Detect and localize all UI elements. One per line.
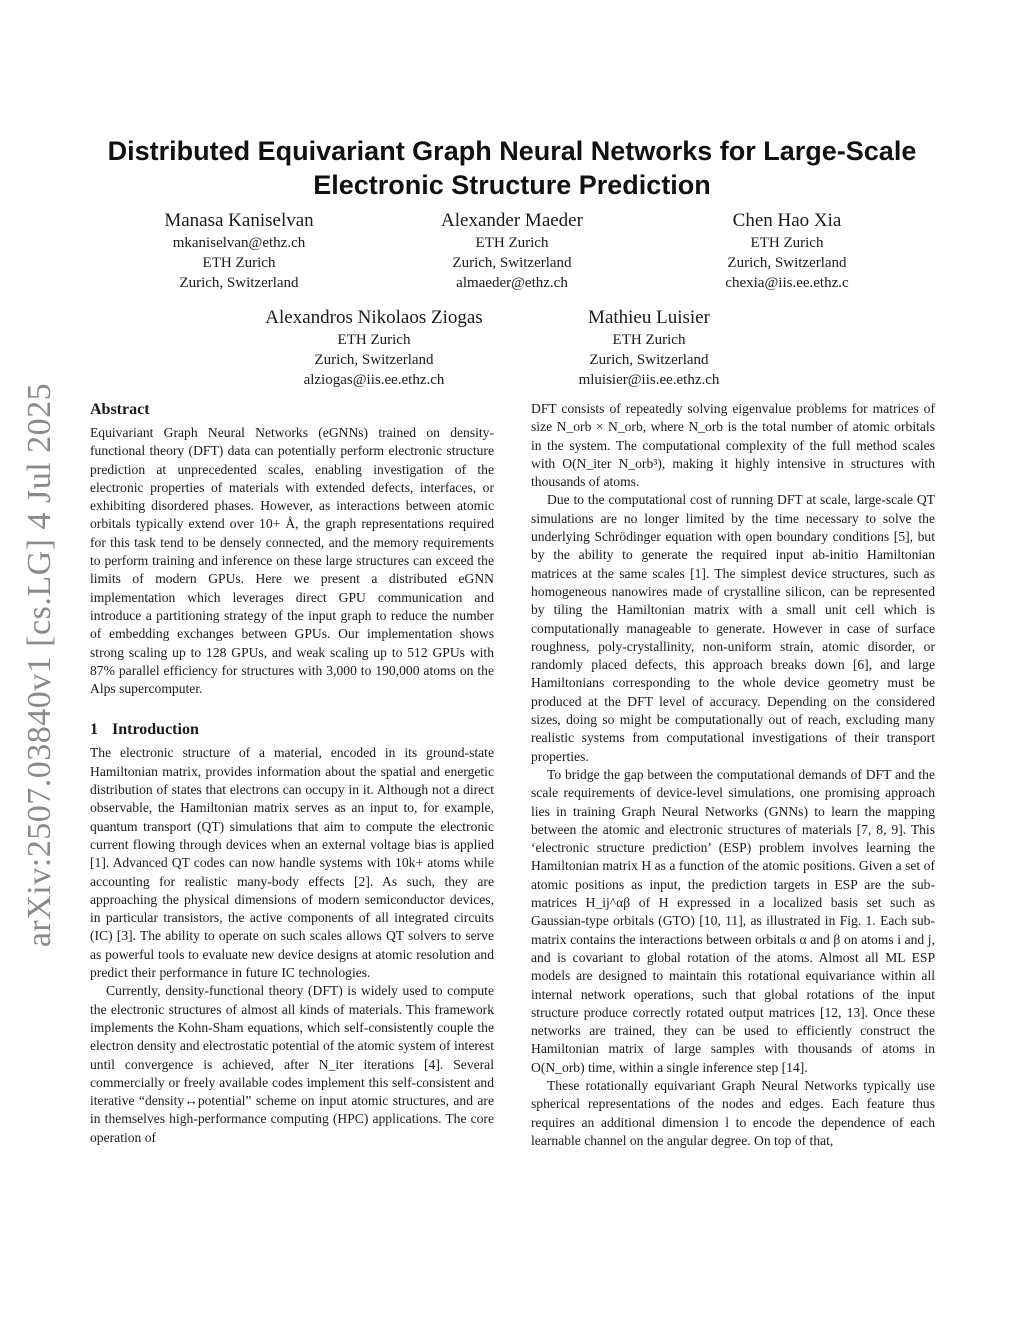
- author-name: Chen Hao Xia: [732, 210, 842, 231]
- author-location: Zurich, Switzerland: [314, 352, 434, 368]
- author-name: Manasa Kaniselvan: [164, 210, 314, 231]
- abstract-text: Equivariant Graph Neural Networks (eGNNs) trained on density-functional theory (DFT) data can potentially perform electronic structure prediction at unprecedented scales, enabling investigation of the electronic properties of materials with extended defects, interfaces, or exhibiting disordered phases. However, as interactions between atomic orbitals typically extend over 10+ Å, the graph representations required for this task tend to be densely connected, and the memory requirements to perform training and inference on these large structures can exceed the limits of modern GPUs. Here we present a distributed eGNN implementation which leverages direct GPU communication and introduce a partitioning strategy of the input graph to reduce the number of embedding exchanges between GPUs. Our implementation shows strong scaling up to 128 GPUs, and weak scaling up to 512 GPUs with 87% parallel efficiency for structures with 3,000 to 190,000 atoms on the Alps supercomputer.: [90, 425, 494, 697]
- arxiv-side-stamp: [14, 382, 66, 948]
- author-location: Zurich, Switzerland: [452, 255, 572, 271]
- author-location: Zurich, Switzerland: [589, 352, 709, 368]
- right-paragraph-3: To bridge the gap between the computational demands of DFT and the scale requirements of device-level simulations, one promising approach lies in training Graph Neural Networks (GNNs) to learn the mapping between the atomic and electronic structures of materials [7, 8, 9]. This ‘electronic structure prediction’ (ESP) problem involves learning the Hamiltonian matrix H as a function of the atomic positions. Given a set of atomic positions as input, the prediction targets in ESP are the sub-matrices H_ij^αβ of H expressed in a localized basis set such as Gaussian-type orbitals (GTO) [10, 11], as illustrated in Fig. 1. Each sub-matrix contains the interactions between orbitals α and β on atoms i and j, and is covariant to global rotation of the atoms. Almost all ML ESP models are designed to maintain this rotational equivariance within all internal network operations, such that global rotations of the input structure produce correctly rotated output matrices [12, 13]. Once these networks are trained, they can be used to efficiently construct the Hamiltonian matrix of large samples with thousands of atoms in O(N_orb) time, within a single inference step [14].: [531, 766, 935, 1075]
- intro-paragraph-2: Currently, density-functional theory (DFT) is widely used to compute the electronic structures of almost all kinds of materials. This framework implements the Kohn-Sham equations, which self-consistently couple the electron density and electrostatic potential of the atomic system of interest until convergence is achieved, after N_iter iterations [4]. Several commercially or freely available codes implement this self-consistent and iterative “density↔potential” scheme on input atomic structures, and are in themselves high-performance computing (HPC) applications. The core operation of: [90, 983, 494, 1145]
- paper-title: [60, 134, 964, 202]
- author-email: mkaniselvan@ethz.ch: [172, 235, 306, 251]
- author-affiliation: ETH Zurich: [750, 235, 824, 251]
- author-block-3: [647, 209, 927, 293]
- arxiv-id-text: arXiv:2507.03840v1 [cs.LG] 4 Jul 2025: [21, 382, 59, 948]
- author-email: mluisier@iis.ee.ethz.ch: [578, 372, 720, 388]
- author-name: Mathieu Luisier: [588, 307, 710, 328]
- author-affiliation: ETH Zurich: [475, 235, 549, 251]
- author-email: almaeder@ethz.ch: [456, 275, 568, 291]
- author-name: Alexander Maeder: [441, 210, 583, 231]
- section-number: 1: [90, 721, 98, 739]
- right-paragraph-2: Due to the computational cost of running DFT at scale, large-scale QT simulations are no longer limited by the time necessary to solve the underlying Schrödinger equation with open boundary conditions [5], but by the ability to generate the required input ab-initio Hamiltonian matrices at the same scales [1]. The simplest device structures, such as homogeneous nanowires made of crystalline silicon, can be represented by tiling the Hamiltonian matrix with a small unit cell which is computationally manageable to generate. However in case of surface roughness, poly-crystallinity, non-uniform strain, atomic disorder, or randomly placed defects, this approach breaks down [6], and large Hamiltonians corresponding to the whole device geometry must be produced at the DFT level of accuracy. Depending on the considered sizes, doing so might be computationally out of reach, excluding many realistic systems from computational investigations of their transport properties.: [531, 492, 935, 764]
- intro-paragraph-1: The electronic structure of a material, encoded in its ground-state Hamiltonian matrix, provides information about the spatial and energetic distribution of states that electrons can occupy in it. Although not a direct observable, the Hamiltonian matrix serves as an input to, for example, quantum transport (QT) simulations that aim to compute the electronic current flowing through devices when an external voltage bias is applied [1]. Advanced QT codes can now handle systems with 10k+ atoms while accounting for realistic many-body effects [2]. As such, they are approaching the physical dimensions of modern semiconductor devices, in particular transistors, the active components of all integrated circuits (IC) [3]. The ability to operate on such scales allows QT solvers to serve as powerful tools to evaluate new device designs at atomic resolution and predict their performance in future IC technologies.: [90, 745, 494, 981]
- author-email: chexia@iis.ee.ethz.c: [725, 275, 849, 291]
- abstract-heading: Abstract: [90, 401, 150, 418]
- author-affiliation: ETH Zurich: [612, 332, 686, 348]
- section-title: Introduction: [112, 721, 199, 739]
- author-location: Zurich, Switzerland: [727, 255, 847, 271]
- right-paragraph-4: These rotationally equivariant Graph Neural Networks typically use spherical representations of the nodes and edges. Each feature thus requires an additional dimension l to encode the dependence of each learnable channel on the angular degree. On top of that,: [531, 1077, 935, 1148]
- title-line-2: Electronic Structure Prediction: [313, 170, 711, 200]
- author-block-5: [509, 306, 789, 390]
- right-paragraph-1: DFT consists of repeatedly solving eigenvalue problems for matrices of size N_orb × N_orb, where N_orb is the total number of atomic orbitals in the system. The computational complexity of the full method scales with O(N_iter N_orb³), making it highly intensive in structures with thousands of atoms.: [531, 401, 935, 490]
- author-affiliation: ETH Zurich: [202, 255, 276, 271]
- author-block-2: [372, 209, 652, 293]
- author-name: Alexandros Nikolaos Ziogas: [265, 307, 483, 328]
- title-line-1: Distributed Equivariant Graph Neural Networks for Large-Scale: [107, 136, 917, 166]
- author-location: Zurich, Switzerland: [179, 275, 299, 291]
- author-block-1: [99, 209, 379, 293]
- author-block-4: [234, 306, 514, 390]
- introduction-heading: [90, 720, 494, 740]
- author-affiliation: ETH Zurich: [337, 332, 411, 348]
- author-email: alziogas@iis.ee.ethz.ch: [303, 372, 445, 388]
- right-column: [531, 400, 935, 1150]
- left-column: [90, 400, 494, 1147]
